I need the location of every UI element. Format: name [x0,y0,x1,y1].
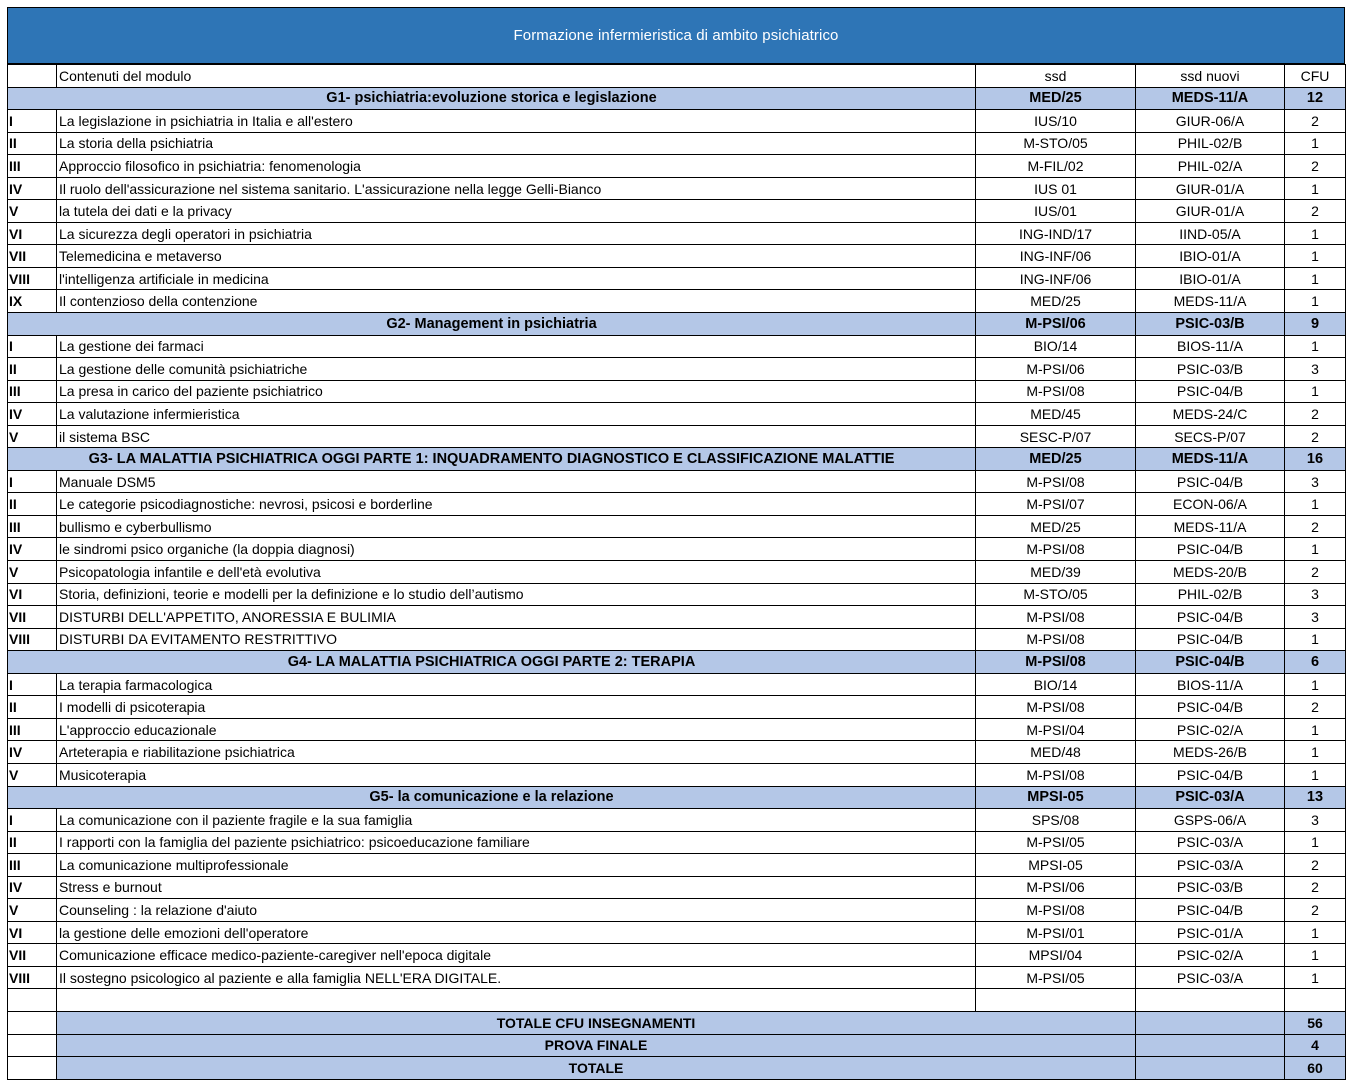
module-content-cell[interactable]: L'approccio educazionale [57,718,976,741]
module-cfu-cell[interactable]: 2 [1285,403,1346,426]
group-title-cell[interactable]: G5- la comunicazione e la relazione [8,786,976,809]
module-number-cell[interactable]: V [8,200,57,223]
module-content-cell[interactable]: Il ruolo dell'assicurazione nel sistema sanitario. L'assicurazione nella legge Gelli-Bianco [57,177,976,200]
module-ssd-new-cell[interactable]: BIOS-11/A [1136,335,1285,358]
sheet-title[interactable]: Formazione infermieristica di ambito psichiatrico [7,7,1345,64]
module-cfu-cell[interactable]: 1 [1285,335,1346,358]
header-row [8,65,1346,88]
group-ssd-new-cell[interactable]: MEDS-11/A [1136,87,1285,110]
module-row [8,561,1346,584]
module-number-cell[interactable]: IV [8,177,57,200]
table-body [8,65,1346,1080]
module-row [8,538,1346,561]
total-fill-cell[interactable] [1136,1011,1285,1034]
module-content-cell[interactable]: DISTURBI DELL'APPETITO, ANORESSIA E BULIMIA [57,606,976,629]
module-number-cell[interactable]: II [8,831,57,854]
module-ssd-new-cell[interactable]: PSIC-04/B [1136,380,1285,403]
module-ssd-new-cell[interactable]: PSIC-03/A [1136,831,1285,854]
module-row [8,628,1346,651]
module-cfu-cell[interactable]: 2 [1285,876,1346,899]
module-ssd-cell[interactable]: M-PSI/08 [976,606,1136,629]
module-ssd-cell[interactable]: M-PSI/05 [976,831,1136,854]
module-content-cell[interactable]: I modelli di psicoterapia [57,696,976,719]
module-cfu-cell[interactable]: 2 [1285,561,1346,584]
module-ssd-new-cell[interactable]: PSIC-03/B [1136,358,1285,381]
module-ssd-new-cell[interactable]: MEDS-20/B [1136,561,1285,584]
module-ssd-cell[interactable]: MED/25 [976,515,1136,538]
module-number-cell[interactable]: IV [8,538,57,561]
module-cfu-cell[interactable]: 2 [1285,200,1346,223]
module-row [8,177,1346,200]
module-number-cell[interactable]: I [8,673,57,696]
module-ssd-cell[interactable]: M-PSI/04 [976,718,1136,741]
module-row [8,403,1346,426]
module-content-cell[interactable]: DISTURBI DA EVITAMENTO RESTRITTIVO [57,628,976,651]
module-content-cell[interactable]: Approccio filosofico in psichiatria: fenomenologia [57,155,976,178]
module-ssd-cell[interactable]: M-FIL/02 [976,155,1136,178]
module-ssd-cell[interactable]: MED/25 [976,290,1136,313]
module-ssd-cell[interactable]: ING-INF/06 [976,245,1136,268]
module-number-cell[interactable]: III [8,380,57,403]
module-cfu-cell[interactable]: 1 [1285,380,1346,403]
module-content-cell[interactable]: Comunicazione efficace medico-paziente-caregiver nell'epoca digitale [57,944,976,967]
module-ssd-new-cell[interactable]: PSIC-02/A [1136,718,1285,741]
total-value-cell[interactable]: 60 [1285,1057,1346,1080]
module-ssd-cell[interactable]: MED/45 [976,403,1136,426]
module-number-cell[interactable]: VI [8,921,57,944]
module-ssd-cell[interactable]: IUS/10 [976,110,1136,133]
module-ssd-cell[interactable]: MED/39 [976,561,1136,584]
module-ssd-cell[interactable]: IUS 01 [976,177,1136,200]
module-ssd-new-cell[interactable]: PHIL-02/B [1136,583,1285,606]
module-row [8,763,1346,786]
module-row [8,606,1346,629]
module-ssd-new-cell[interactable]: MEDS-11/A [1136,515,1285,538]
header-roman-cell[interactable] [8,65,57,88]
module-ssd-new-cell[interactable]: PSIC-04/B [1136,628,1285,651]
module-cfu-cell[interactable]: 1 [1285,222,1346,245]
header-content-cell[interactable]: Contenuti del modulo [57,65,976,88]
total-empty-cell[interactable] [8,1034,57,1057]
empty-cell[interactable] [1285,989,1346,1012]
module-content-cell[interactable]: Il contenzioso della contenzione [57,290,976,313]
module-content-cell[interactable]: Counseling : la relazione d'aiuto [57,899,976,922]
group-header-row [8,651,1346,674]
module-row [8,809,1346,832]
module-ssd-new-cell[interactable]: BIOS-11/A [1136,673,1285,696]
total-value-cell[interactable]: 4 [1285,1034,1346,1057]
module-number-cell[interactable]: III [8,718,57,741]
module-content-cell[interactable]: Il sostegno psicologico al paziente e alla famiglia NELL'ERA DIGITALE. [57,966,976,989]
module-content-cell[interactable]: Stress e burnout [57,876,976,899]
module-row [8,876,1346,899]
group-title-cell[interactable]: G3- LA MALATTIA PSICHIATRICA OGGI PARTE 1: INQUADRAMENTO DIAGNOSTICO E CLASSIFICAZIONE MALATTIE [8,448,976,471]
module-number-cell[interactable]: I [8,335,57,358]
module-content-cell[interactable]: il sistema BSC [57,425,976,448]
empty-row [8,989,1346,1012]
module-number-cell[interactable]: V [8,899,57,922]
module-ssd-cell[interactable]: M-PSI/06 [976,876,1136,899]
header-ssd-new-cell[interactable]: ssd nuovi [1136,65,1285,88]
module-number-cell[interactable]: V [8,763,57,786]
module-content-cell[interactable]: La terapia farmacologica [57,673,976,696]
group-header-row [8,786,1346,809]
group-ssd-cell[interactable]: MED/25 [976,87,1136,110]
module-row [8,335,1346,358]
module-ssd-new-cell[interactable]: PSIC-04/B [1136,470,1285,493]
module-ssd-cell[interactable]: M-STO/05 [976,583,1136,606]
module-content-cell[interactable]: La legislazione in psichiatria in Italia e all'estero [57,110,976,133]
module-cfu-cell[interactable]: 1 [1285,132,1346,155]
module-cfu-cell[interactable]: 1 [1285,628,1346,651]
module-ssd-new-cell[interactable]: ECON-06/A [1136,493,1285,516]
group-cfu-cell[interactable]: 9 [1285,313,1346,336]
empty-cell[interactable] [8,989,57,1012]
module-ssd-new-cell[interactable]: IBIO-01/A [1136,245,1285,268]
module-cfu-cell[interactable]: 1 [1285,267,1346,290]
group-title-cell[interactable]: G2- Management in psichiatria [8,313,976,336]
group-ssd-cell[interactable]: M-PSI/08 [976,651,1136,674]
module-ssd-cell[interactable]: ING-IND/17 [976,222,1136,245]
module-row [8,290,1346,313]
module-ssd-cell[interactable]: M-PSI/08 [976,628,1136,651]
module-ssd-new-cell[interactable]: PSIC-03/A [1136,854,1285,877]
module-content-cell[interactable]: La gestione delle comunità psichiatriche [57,358,976,381]
module-content-cell[interactable]: Le categorie psicodiagnostiche: nevrosi, psicosi e borderline [57,493,976,516]
module-number-cell[interactable]: III [8,155,57,178]
module-cfu-cell[interactable]: 2 [1285,110,1346,133]
module-number-cell[interactable]: VIII [8,267,57,290]
module-number-cell[interactable]: I [8,809,57,832]
module-number-cell[interactable]: I [8,470,57,493]
module-ssd-cell[interactable]: M-STO/05 [976,132,1136,155]
module-ssd-cell[interactable]: M-PSI/08 [976,380,1136,403]
module-ssd-cell[interactable]: IUS/01 [976,200,1136,223]
module-cfu-cell[interactable]: 1 [1285,177,1346,200]
module-ssd-new-cell[interactable]: PSIC-04/B [1136,606,1285,629]
module-ssd-new-cell[interactable]: PSIC-03/B [1136,876,1285,899]
module-row [8,831,1346,854]
module-row [8,470,1346,493]
module-ssd-cell[interactable]: SPS/08 [976,809,1136,832]
module-number-cell[interactable]: V [8,425,57,448]
module-cfu-cell[interactable]: 2 [1285,425,1346,448]
module-number-cell[interactable]: I [8,110,57,133]
module-number-cell[interactable]: III [8,515,57,538]
module-ssd-cell[interactable]: M-PSI/06 [976,358,1136,381]
group-ssd-cell[interactable]: M-PSI/06 [976,313,1136,336]
module-ssd-new-cell[interactable]: PHIL-02/A [1136,155,1285,178]
module-number-cell[interactable]: II [8,358,57,381]
module-cfu-cell[interactable]: 1 [1285,718,1346,741]
module-content-cell[interactable]: Telemedicina e metaverso [57,245,976,268]
module-content-cell[interactable]: Musicoterapia [57,763,976,786]
module-ssd-new-cell[interactable]: PSIC-04/B [1136,696,1285,719]
module-ssd-new-cell[interactable]: PSIC-01/A [1136,921,1285,944]
module-ssd-new-cell[interactable]: PSIC-04/B [1136,763,1285,786]
module-row [8,267,1346,290]
module-cfu-cell[interactable]: 1 [1285,966,1346,989]
module-ssd-cell[interactable]: BIO/14 [976,335,1136,358]
total-label-cell[interactable]: TOTALE CFU INSEGNAMENTI [57,1011,1136,1034]
module-row [8,515,1346,538]
module-ssd-new-cell[interactable]: GIUR-01/A [1136,200,1285,223]
empty-cell[interactable] [1136,989,1285,1012]
module-ssd-new-cell[interactable]: PSIC-02/A [1136,944,1285,967]
module-row [8,899,1346,922]
module-ssd-new-cell[interactable]: IIND-05/A [1136,222,1285,245]
module-cfu-cell[interactable]: 2 [1285,515,1346,538]
module-row [8,245,1346,268]
module-cfu-cell[interactable]: 1 [1285,944,1346,967]
module-row [8,425,1346,448]
module-number-cell[interactable]: IV [8,876,57,899]
module-row [8,110,1346,133]
module-number-cell[interactable]: V [8,561,57,584]
module-cfu-cell[interactable]: 3 [1285,358,1346,381]
group-ssd-new-cell[interactable]: PSIC-03/A [1136,786,1285,809]
module-ssd-new-cell[interactable]: MEDS-26/B [1136,741,1285,764]
total-value-cell[interactable]: 56 [1285,1011,1346,1034]
module-number-cell[interactable]: II [8,696,57,719]
group-cfu-cell[interactable]: 12 [1285,87,1346,110]
module-number-cell[interactable]: VIII [8,966,57,989]
module-ssd-cell[interactable]: M-PSI/07 [976,493,1136,516]
curriculum-table [7,64,1346,1080]
module-content-cell[interactable]: la gestione delle emozioni dell'operatore [57,921,976,944]
module-ssd-new-cell[interactable]: PHIL-02/B [1136,132,1285,155]
module-cfu-cell[interactable]: 3 [1285,606,1346,629]
group-ssd-cell[interactable]: MED/25 [976,448,1136,471]
module-content-cell[interactable]: Manuale DSM5 [57,470,976,493]
module-number-cell[interactable]: IV [8,403,57,426]
module-ssd-cell[interactable]: M-PSI/08 [976,696,1136,719]
module-cfu-cell[interactable]: 2 [1285,854,1346,877]
module-ssd-new-cell[interactable]: GIUR-01/A [1136,177,1285,200]
module-content-cell[interactable]: La comunicazione con il paziente fragile e la sua famiglia [57,809,976,832]
module-content-cell[interactable]: La storia della psichiatria [57,132,976,155]
group-header-row [8,313,1346,336]
module-ssd-cell[interactable]: MPSI/04 [976,944,1136,967]
module-number-cell[interactable]: II [8,132,57,155]
module-cfu-cell[interactable]: 3 [1285,470,1346,493]
module-ssd-new-cell[interactable]: PSIC-04/B [1136,538,1285,561]
module-ssd-cell[interactable]: M-PSI/01 [976,921,1136,944]
group-title-cell[interactable]: G1- psichiatria:evoluzione storica e legislazione [8,87,976,110]
module-row [8,718,1346,741]
module-ssd-cell[interactable]: ING-INF/06 [976,267,1136,290]
module-ssd-cell[interactable]: BIO/14 [976,673,1136,696]
empty-cell[interactable] [976,989,1136,1012]
module-row [8,155,1346,178]
module-row [8,696,1346,719]
total-label-cell[interactable]: PROVA FINALE [57,1034,1136,1057]
module-ssd-new-cell[interactable]: PSIC-03/A [1136,966,1285,989]
module-row [8,966,1346,989]
module-ssd-new-cell[interactable]: MEDS-24/C [1136,403,1285,426]
total-fill-cell[interactable] [1136,1034,1285,1057]
module-ssd-cell[interactable]: MED/48 [976,741,1136,764]
module-content-cell[interactable]: La presa in carico del paziente psichiatrico [57,380,976,403]
group-header-row [8,87,1346,110]
module-row [8,673,1346,696]
module-cfu-cell[interactable]: 1 [1285,921,1346,944]
module-cfu-cell[interactable]: 1 [1285,290,1346,313]
module-content-cell[interactable]: bullismo e cyberbullismo [57,515,976,538]
header-ssd-cell[interactable]: ssd [976,65,1136,88]
group-ssd-new-cell[interactable]: MEDS-11/A [1136,448,1285,471]
group-cfu-cell[interactable]: 16 [1285,448,1346,471]
module-content-cell[interactable]: La sicurezza degli operatori in psichiatria [57,222,976,245]
total-fill-cell[interactable] [1136,1057,1285,1080]
module-content-cell[interactable]: La gestione dei farmaci [57,335,976,358]
group-ssd-cell[interactable]: MPSI-05 [976,786,1136,809]
total-label-cell[interactable]: TOTALE [57,1057,1136,1080]
module-row [8,380,1346,403]
module-ssd-new-cell[interactable]: GIUR-06/A [1136,110,1285,133]
module-ssd-cell[interactable]: MPSI-05 [976,854,1136,877]
module-ssd-new-cell[interactable]: MEDS-11/A [1136,290,1285,313]
module-ssd-cell[interactable]: M-PSI/08 [976,538,1136,561]
empty-cell[interactable] [57,989,976,1012]
header-cfu-cell[interactable]: CFU [1285,65,1346,88]
total-empty-cell[interactable] [8,1011,57,1034]
module-row [8,741,1346,764]
spreadsheet [7,7,1345,1080]
module-row [8,944,1346,967]
module-number-cell[interactable]: VII [8,606,57,629]
module-ssd-new-cell[interactable]: GSPS-06/A [1136,809,1285,832]
total-row [8,1011,1346,1034]
group-header-row [8,448,1346,471]
module-cfu-cell[interactable]: 1 [1285,741,1346,764]
module-content-cell[interactable]: I rapporti con la famiglia del paziente psichiatrico: psicoeducazione familiare [57,831,976,854]
module-number-cell[interactable]: IV [8,741,57,764]
module-cfu-cell[interactable]: 2 [1285,696,1346,719]
module-number-cell[interactable]: VIII [8,628,57,651]
module-ssd-new-cell[interactable]: SECS-P/07 [1136,425,1285,448]
module-cfu-cell[interactable]: 1 [1285,763,1346,786]
module-content-cell[interactable]: Psicopatologia infantile e dell'età evolutiva [57,561,976,584]
module-row [8,200,1346,223]
module-cfu-cell[interactable]: 1 [1285,538,1346,561]
module-content-cell[interactable]: Storia, definizioni, teorie e modelli per la definizione e lo studio dell’autismo [57,583,976,606]
module-ssd-cell[interactable]: M-PSI/08 [976,470,1136,493]
module-cfu-cell[interactable]: 1 [1285,673,1346,696]
module-cfu-cell[interactable]: 1 [1285,831,1346,854]
module-row [8,583,1346,606]
module-ssd-new-cell[interactable]: IBIO-01/A [1136,267,1285,290]
module-row [8,493,1346,516]
group-ssd-new-cell[interactable]: PSIC-04/B [1136,651,1285,674]
module-number-cell[interactable]: II [8,493,57,516]
module-number-cell[interactable]: VI [8,222,57,245]
module-row [8,358,1346,381]
module-number-cell[interactable]: VI [8,583,57,606]
module-ssd-cell[interactable]: M-PSI/05 [976,966,1136,989]
module-row [8,921,1346,944]
module-cfu-cell[interactable]: 1 [1285,245,1346,268]
module-row [8,222,1346,245]
module-content-cell[interactable]: la tutela dei dati e la privacy [57,200,976,223]
module-cfu-cell[interactable]: 1 [1285,493,1346,516]
module-number-cell[interactable]: III [8,854,57,877]
module-number-cell[interactable]: IX [8,290,57,313]
module-ssd-new-cell[interactable]: PSIC-04/B [1136,899,1285,922]
module-ssd-cell[interactable]: M-PSI/08 [976,763,1136,786]
total-row [8,1057,1346,1080]
module-cfu-cell[interactable]: 3 [1285,809,1346,832]
module-content-cell[interactable]: La valutazione infermieristica [57,403,976,426]
total-row [8,1034,1346,1057]
module-number-cell[interactable]: VII [8,944,57,967]
module-content-cell[interactable]: le sindromi psico organiche (la doppia diagnosi) [57,538,976,561]
module-row [8,854,1346,877]
group-ssd-new-cell[interactable]: PSIC-03/B [1136,313,1285,336]
module-cfu-cell[interactable]: 2 [1285,899,1346,922]
module-content-cell[interactable]: Arteterapia e riabilitazione psichiatrica [57,741,976,764]
group-cfu-cell[interactable]: 6 [1285,651,1346,674]
group-cfu-cell[interactable]: 13 [1285,786,1346,809]
module-ssd-cell[interactable]: M-PSI/08 [976,899,1136,922]
group-title-cell[interactable]: G4- LA MALATTIA PSICHIATRICA OGGI PARTE 2: TERAPIA [8,651,976,674]
module-number-cell[interactable]: VII [8,245,57,268]
module-cfu-cell[interactable]: 2 [1285,155,1346,178]
module-content-cell[interactable]: La comunicazione multiprofessionale [57,854,976,877]
module-row [8,132,1346,155]
total-empty-cell[interactable] [8,1057,57,1080]
module-content-cell[interactable]: l'intelligenza artificiale in medicina [57,267,976,290]
module-cfu-cell[interactable]: 3 [1285,583,1346,606]
module-ssd-cell[interactable]: SESC-P/07 [976,425,1136,448]
